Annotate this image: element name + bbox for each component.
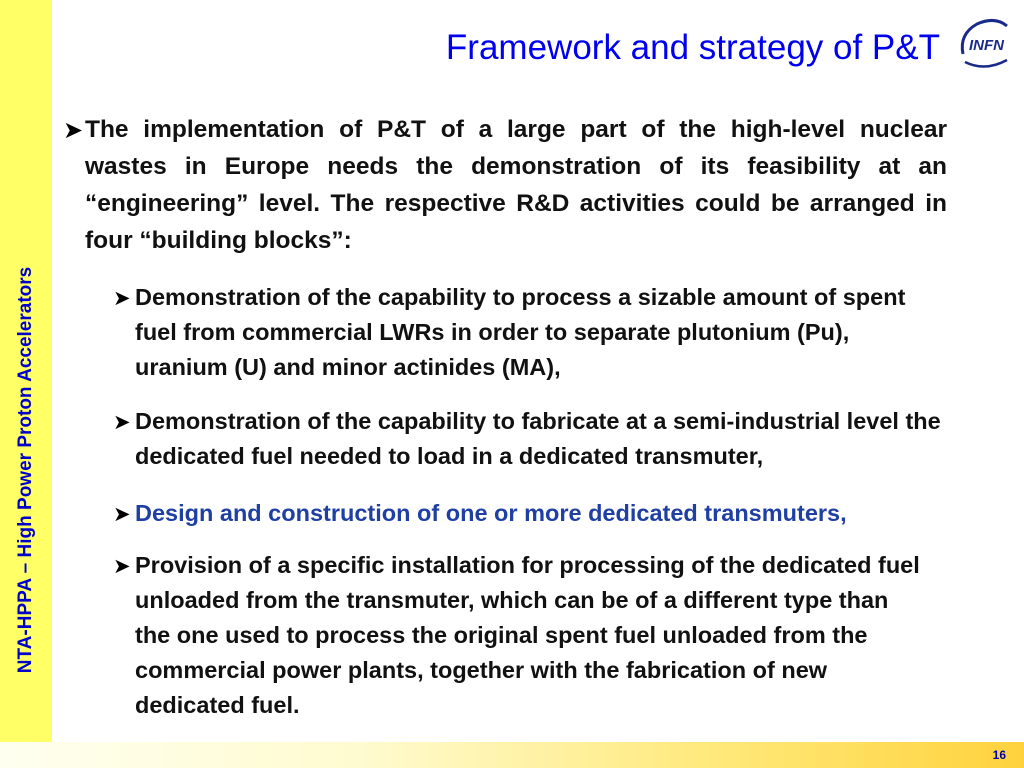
arrow-bullet-icon: ➤ — [113, 554, 131, 578]
slide-title: Framework and strategy of P&T — [445, 28, 940, 67]
sub-bullet — [113, 280, 943, 385]
page-number: 16 — [992, 748, 1006, 762]
sidebar-label: NTA-HPPA – High Power Proton Accelerators — [15, 266, 36, 674]
sub-bullet — [113, 404, 943, 474]
arrow-bullet-icon: ➤ — [113, 502, 131, 526]
sub-bullet-text: Demonstration of the capability to fabricate at a semi-industrial level the dedicated fuel needed to load in a dedicated transmuter, — [135, 408, 941, 469]
sidebar-band — [0, 0, 52, 768]
sub-bullet-text: Provision of a specific installation for processing of the dedicated fuel unloaded from the transmuter, which can be of a different type than the one used to process the original spent fuel unloaded from the commercial power plants, together with the fabrication of new dedicated fuel. — [135, 552, 920, 718]
slide-content — [55, 108, 960, 733]
sub-bullet — [113, 496, 943, 532]
arrow-bullet-icon: ➤ — [113, 410, 131, 434]
sub-bullet — [113, 548, 943, 723]
arrow-bullet-icon: ➤ — [113, 286, 131, 310]
logo-text: INFN — [969, 37, 1004, 54]
footer-bar — [0, 742, 1024, 768]
infn-logo — [955, 14, 1015, 74]
arrow-bullet-icon: ➤ — [63, 116, 84, 144]
main-bullet-text: The implementation of P&T of a large part of the high-level nuclear wastes in Europe needs the demonstration of its feasibility at an “engineering” level. The respective R&D activities could be arranged in four “building blocks”: — [85, 116, 947, 254]
sub-bullet-text: Demonstration of the capability to process a sizable amount of spent fuel from commercial LWRs in order to separate plutonium (Pu), uranium (U) and minor actinides (MA), — [135, 284, 906, 380]
main-bullet — [63, 111, 953, 259]
sub-bullet-text: Design and construction of one or more dedicated transmuters, — [135, 500, 847, 526]
